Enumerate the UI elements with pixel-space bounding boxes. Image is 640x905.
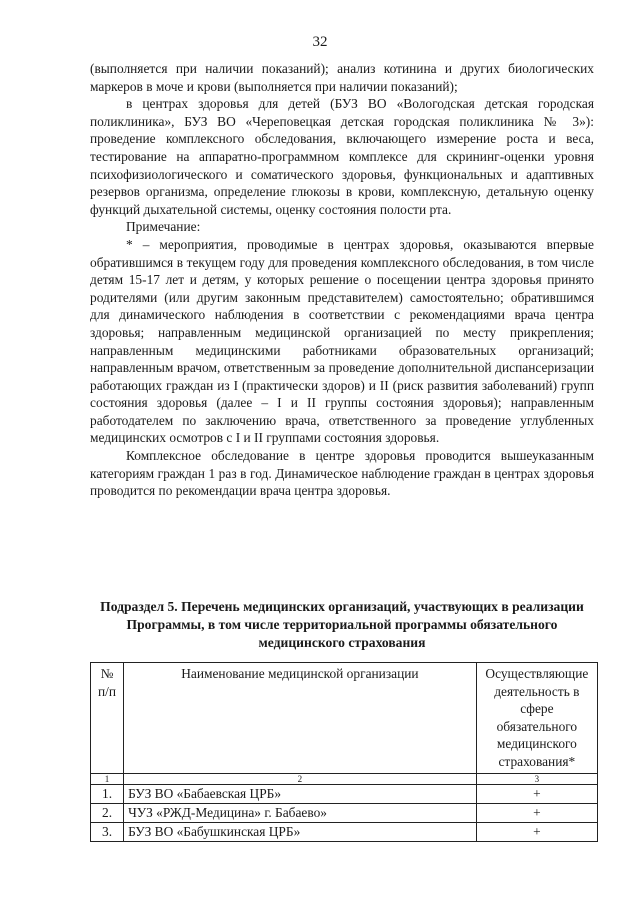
subsection-title: Подраздел 5. Перечень медицинских организаций, участвующих в реализации Программы, в том числе территориальной программы обязательного медицинского страхования <box>100 599 584 650</box>
row-num: 3. <box>91 822 124 841</box>
paragraph-5: Комплексное обследование в центре здоровья проводится вышеуказанным категориям граждан 1 раз в год. Динамическое наблюдение граждан в центрах здоровья проводится по рекомендации врача центра здоровья. <box>90 448 594 499</box>
column-index-row <box>91 773 598 784</box>
paragraph-1: (выполняется при наличии показаний); анализ котинина и других биологических маркеров в моче и крови (выполняется при наличии показаний); <box>90 61 594 94</box>
row-oms-mark: + <box>476 784 597 803</box>
table-header-row <box>91 663 598 774</box>
column-index: 3 <box>476 773 597 784</box>
row-oms-mark: + <box>476 822 597 841</box>
body-text <box>90 60 594 500</box>
header-name: Наименование медицинской организации <box>124 663 477 774</box>
row-name: БУЗ ВО «Бабаевская ЦРБ» <box>124 784 477 803</box>
row-oms-mark: + <box>476 803 597 822</box>
row-num: 1. <box>91 784 124 803</box>
page-number: 32 <box>312 34 328 50</box>
note-text: * – мероприятия, проводимые в центрах здоровья, оказываются впервые обратившимся в текущем году для проведения комплексного обследования, в том числе детям 15-17 лет и детям, у которых решение о посещении центра здоровья принято родителями (или другим законным представителем) самостоятельно; обратившимся для динамического наблюдения в соответствии с рекомендациями врача центра здоровья; направленным медицинской организацией по месту прикрепления; направленным медицинскими работниками образовательных организаций; направленным врачом, ответственным за проведение дополнительной диспансеризации работающих граждан из I (практически здоров) и II (риск развития заболеваний) групп состояния здоровья (далее – I и II группы состояния здоровья); направленным работодателем по заключению врача, ответственного за проведение углубленных медицинских осмотров с I и II группами состояния здоровья. <box>90 236 594 446</box>
organizations-table <box>90 662 598 842</box>
column-index: 2 <box>124 773 477 784</box>
table-row <box>91 803 598 822</box>
table-row <box>91 822 598 841</box>
row-num: 2. <box>91 803 124 822</box>
note-heading: Примечание: <box>126 219 201 235</box>
column-index: 1 <box>91 773 124 784</box>
table-row <box>91 784 598 803</box>
row-name: ЧУЗ «РЖД-Медицина» г. Бабаево» <box>124 803 477 822</box>
row-name: БУЗ ВО «Бабушкинская ЦРБ» <box>124 822 477 841</box>
header-oms: Осуществляющие деятельность в сфере обязательного медицинского страхования* <box>476 663 597 774</box>
paragraph-2: в центрах здоровья для детей (БУЗ ВО «Вологодская детская городская поликлиника», БУЗ ВО «Череповецкая детская городская поликлиника № 3»): проведение комплексного обследования, включающего измерение роста и веса, тестирование на аппаратно-программном комплексе для скрининг-оценки уровня психофизиологического и соматического здоровья, функциональных и адаптивных резервов организма, определение глюкозы в крови, комплексную, детальную оценку функций дыхательной системы, оценку состояния полости рта. <box>90 96 594 217</box>
header-num: № п/п <box>91 663 124 774</box>
